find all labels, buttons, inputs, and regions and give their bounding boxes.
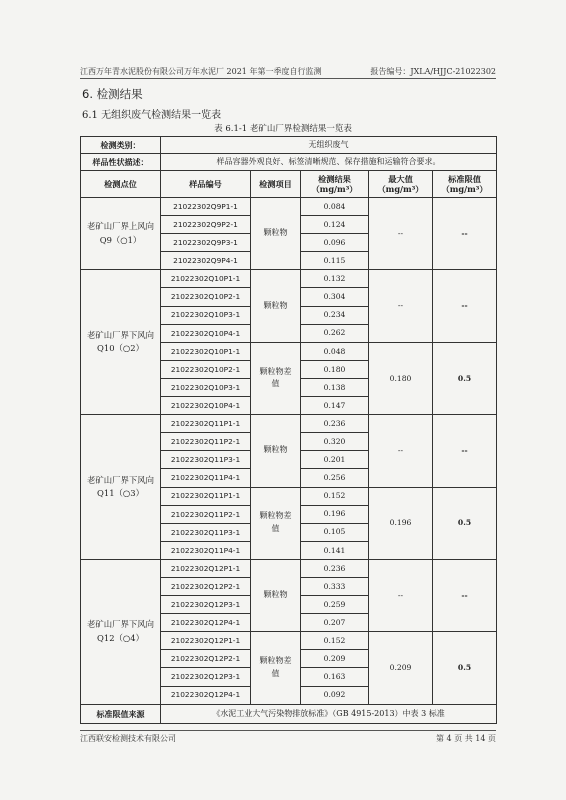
- result-cell: 0.152: [301, 632, 369, 650]
- result-cell: 0.092: [301, 686, 369, 704]
- result-cell: 0.105: [301, 523, 369, 541]
- result-cell: 0.141: [301, 541, 369, 559]
- item-cell: 颗粒物差值: [251, 487, 301, 559]
- max-value-cell: 0.209: [369, 632, 433, 704]
- page-footer: [80, 733, 496, 744]
- subsection-title: 6.1 无组织废气检测结果一览表: [82, 110, 222, 121]
- result-cell: 0.333: [301, 577, 369, 595]
- limit-cell: 0.5: [433, 342, 497, 414]
- sample-id-cell: 21022302Q10P2-1: [161, 288, 251, 306]
- item-cell: 颗粒物: [251, 415, 301, 487]
- sample-id-cell: 21022302Q11P1-1: [161, 415, 251, 433]
- page-header: [80, 66, 496, 77]
- limit-cell: --: [433, 559, 497, 631]
- table-caption: 表 6.1-1 老矿山厂界检测结果一览表: [214, 124, 352, 134]
- results-table: [80, 136, 497, 724]
- sample-id-cell: 21022302Q10P3-1: [161, 306, 251, 324]
- sample-id-cell: 21022302Q11P4-1: [161, 469, 251, 487]
- sample-id-cell: 21022302Q11P4-1: [161, 541, 251, 559]
- location-cell: 老矿山厂界下风向 Q11（○3）: [81, 415, 161, 560]
- category-label: 检测类别：: [81, 137, 161, 154]
- location-cell: 老矿山厂界上风向 Q9（○1）: [81, 198, 161, 270]
- standard-source-value: 《水泥工业大气污染物排放标准》（GB 4915-2013）中表 3 标准: [161, 704, 497, 723]
- item-cell: 颗粒物: [251, 270, 301, 342]
- header-company: 江西万年青水泥股份有限公司万年水泥厂 2021 年第一季度自行监测: [80, 67, 322, 76]
- location-cell: 老矿山厂界下风向 Q12（○4）: [81, 559, 161, 704]
- result-cell: 0.132: [301, 270, 369, 288]
- max-value-cell: 0.180: [369, 342, 433, 414]
- sample-id-cell: 21022302Q10P2-1: [161, 360, 251, 378]
- sample-id-cell: 21022302Q12P3-1: [161, 668, 251, 686]
- result-cell: 0.084: [301, 198, 369, 216]
- result-cell: 0.180: [301, 360, 369, 378]
- col-item: 检测项目: [251, 171, 301, 198]
- sample-id-cell: 21022302Q12P1-1: [161, 632, 251, 650]
- sample-id-cell: 21022302Q9P3-1: [161, 234, 251, 252]
- result-cell: 0.207: [301, 614, 369, 632]
- sample-id-cell: 21022302Q11P1-1: [161, 487, 251, 505]
- section-title: 6. 检测结果: [82, 87, 143, 101]
- sample-id-cell: 21022302Q10P4-1: [161, 324, 251, 342]
- result-cell: 0.320: [301, 433, 369, 451]
- header-divider: [80, 78, 496, 79]
- table-row: [81, 198, 497, 216]
- col-result: 检测结果 （mg/m³）: [301, 171, 369, 198]
- max-value-cell: 0.196: [369, 487, 433, 559]
- sample-id-cell: 21022302Q11P3-1: [161, 523, 251, 541]
- table-row: [81, 270, 497, 288]
- sample-id-cell: 21022302Q12P1-1: [161, 559, 251, 577]
- sample-id-cell: 21022302Q12P2-1: [161, 577, 251, 595]
- sample-id-cell: 21022302Q12P2-1: [161, 650, 251, 668]
- sample-id-cell: 21022302Q12P4-1: [161, 686, 251, 704]
- col-max: 最大值 （mg/m³）: [369, 171, 433, 198]
- sample-id-cell: 21022302Q9P2-1: [161, 216, 251, 234]
- result-cell: 0.304: [301, 288, 369, 306]
- limit-cell: 0.5: [433, 632, 497, 704]
- max-value-cell: --: [369, 270, 433, 342]
- sample-id-cell: 21022302Q11P3-1: [161, 451, 251, 469]
- result-cell: 0.201: [301, 451, 369, 469]
- result-cell: 0.115: [301, 252, 369, 270]
- limit-cell: --: [433, 415, 497, 487]
- result-cell: 0.259: [301, 596, 369, 614]
- col-sample-id: 样品编号: [161, 171, 251, 198]
- result-cell: 0.236: [301, 559, 369, 577]
- limit-cell: --: [433, 198, 497, 270]
- max-value-cell: --: [369, 415, 433, 487]
- result-cell: 0.147: [301, 397, 369, 415]
- sample-description-value: 样品容器外观良好、标签清晰规范、保存措施和运输符合要求。: [161, 154, 497, 171]
- col-limit: 标准限值 （mg/m³）: [433, 171, 497, 198]
- sample-id-cell: 21022302Q11P2-1: [161, 505, 251, 523]
- col-location: 检测点位: [81, 171, 161, 198]
- item-cell: 颗粒物差值: [251, 342, 301, 414]
- table-row: [81, 559, 497, 577]
- location-cell: 老矿山厂界下风向 Q10（○2）: [81, 270, 161, 415]
- result-cell: 0.048: [301, 342, 369, 360]
- result-cell: 0.096: [301, 234, 369, 252]
- item-cell: 颗粒物: [251, 559, 301, 631]
- category-value: 无组织废气: [161, 137, 497, 154]
- sample-id-cell: 21022302Q10P3-1: [161, 378, 251, 396]
- sample-id-cell: 21022302Q10P4-1: [161, 397, 251, 415]
- sample-id-cell: 21022302Q10P1-1: [161, 270, 251, 288]
- result-cell: 0.256: [301, 469, 369, 487]
- result-cell: 0.236: [301, 415, 369, 433]
- footer-divider: [80, 730, 496, 731]
- table-row: [81, 415, 497, 433]
- result-cell: 0.124: [301, 216, 369, 234]
- sample-id-cell: 21022302Q9P1-1: [161, 198, 251, 216]
- max-value-cell: --: [369, 559, 433, 631]
- footer-page-number: 第 4 页 共 14 页: [436, 734, 496, 743]
- column-header-row: [81, 171, 497, 198]
- result-cell: 0.163: [301, 668, 369, 686]
- sample-id-cell: 21022302Q10P1-1: [161, 342, 251, 360]
- standard-source-label: 标准限值来源: [81, 704, 161, 723]
- header-report-number: 报告编号：JXLA/HJJC-21022302: [370, 67, 496, 76]
- item-cell: 颗粒物: [251, 198, 301, 270]
- category-row: [81, 137, 497, 154]
- item-cell: 颗粒物差值: [251, 632, 301, 704]
- sample-id-cell: 21022302Q9P4-1: [161, 252, 251, 270]
- sample-description-row: [81, 154, 497, 171]
- standard-source-row: [81, 704, 497, 723]
- result-cell: 0.262: [301, 324, 369, 342]
- result-cell: 0.209: [301, 650, 369, 668]
- sample-description-label: 样品性状描述：: [81, 154, 161, 171]
- sample-id-cell: 21022302Q12P3-1: [161, 596, 251, 614]
- result-cell: 0.138: [301, 378, 369, 396]
- result-cell: 0.234: [301, 306, 369, 324]
- result-cell: 0.196: [301, 505, 369, 523]
- sample-id-cell: 21022302Q12P4-1: [161, 614, 251, 632]
- result-cell: 0.152: [301, 487, 369, 505]
- footer-company: 江西联安检测技术有限公司: [80, 734, 176, 743]
- limit-cell: --: [433, 270, 497, 342]
- sample-id-cell: 21022302Q11P2-1: [161, 433, 251, 451]
- max-value-cell: --: [369, 198, 433, 270]
- limit-cell: 0.5: [433, 487, 497, 559]
